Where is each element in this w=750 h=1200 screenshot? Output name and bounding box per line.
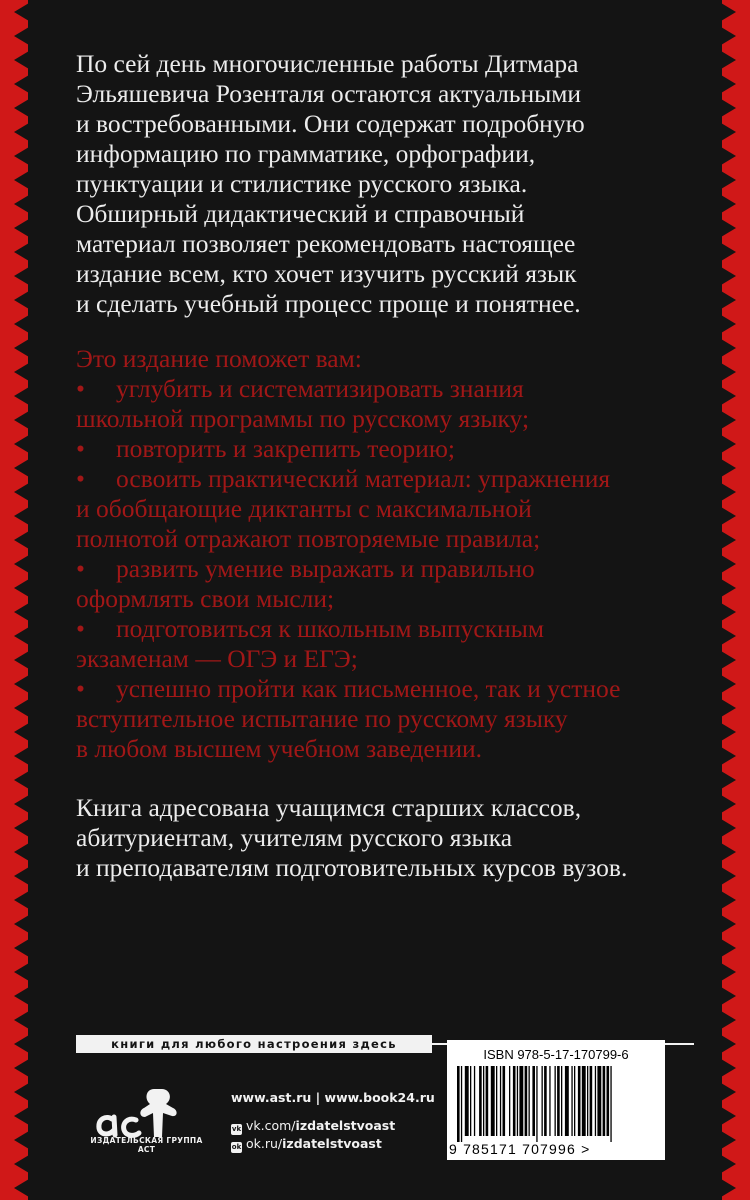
barcode-bar bbox=[574, 1066, 575, 1136]
benefit-text: школьной программы по русскому языку; bbox=[76, 404, 530, 433]
intro-line: По сей день многочисленные работы Дитмара bbox=[76, 49, 579, 78]
barcode-bar bbox=[474, 1066, 475, 1136]
barcode-bar bbox=[607, 1066, 610, 1136]
isbn-label: ISBN 978-5-17-170799-6 bbox=[483, 1047, 629, 1062]
barcode-bar bbox=[571, 1066, 572, 1136]
logo-letter-c bbox=[124, 1119, 139, 1135]
barcode-bar bbox=[500, 1066, 501, 1136]
benefit-text: экзаменам — ОГЭ и ЕГЭ; bbox=[76, 644, 358, 673]
barcode-bar bbox=[519, 1066, 523, 1136]
barcode-bar bbox=[503, 1066, 506, 1136]
bullet-icon: • bbox=[76, 374, 85, 403]
benefit-text: и обобщающие диктанты с максимальной bbox=[76, 494, 532, 523]
vk-prefix: vk.com/ bbox=[246, 1118, 296, 1133]
vk-icon: vk bbox=[231, 1125, 242, 1133]
logo-figure bbox=[140, 1089, 176, 1137]
intro-line: и востребованными. Они содержат подробную bbox=[76, 109, 585, 138]
barcode-bar bbox=[517, 1066, 518, 1136]
barcode-bar bbox=[496, 1066, 497, 1136]
barcode-bar bbox=[590, 1066, 593, 1136]
barcode-bars bbox=[457, 1066, 655, 1142]
benefits-list bbox=[76, 344, 696, 764]
barcode-bar bbox=[544, 1066, 547, 1136]
benefit-item-line bbox=[76, 464, 696, 494]
audience-line: Книга адресована учащимся старших классов, bbox=[76, 793, 582, 822]
benefit-text: в любом высшем учебном заведении. bbox=[76, 734, 483, 763]
bullet-icon: • bbox=[76, 464, 85, 493]
bullet-icon: • bbox=[76, 554, 85, 583]
barcode-bar bbox=[549, 1066, 550, 1136]
ok-icon: ok bbox=[231, 1143, 242, 1151]
benefit-item-line bbox=[76, 614, 696, 644]
barcode-bar bbox=[555, 1066, 556, 1136]
logo-letter-a bbox=[99, 1117, 115, 1135]
benefit-item-line bbox=[76, 524, 696, 554]
intro-paragraph bbox=[76, 49, 696, 319]
intro-line: пунктуации и стилистике русского языка. bbox=[76, 169, 528, 198]
barcode-bar bbox=[513, 1066, 516, 1136]
barcode-bar bbox=[542, 1066, 543, 1136]
barcode-bar bbox=[557, 1066, 560, 1136]
benefit-item-line bbox=[76, 704, 696, 734]
isbn-barcode-box bbox=[447, 1040, 665, 1160]
audience-line: абитуриентам, учителям русского языка bbox=[76, 823, 513, 852]
benefit-text: развить умение выражать и правильно bbox=[116, 554, 535, 583]
intro-line: Эльяшевича Розенталя остаются актуальными bbox=[76, 79, 582, 108]
barcode-bar bbox=[561, 1066, 562, 1136]
benefit-item-line bbox=[76, 494, 696, 524]
publisher-tagline: книги для любого настроения здесь bbox=[76, 1035, 432, 1053]
benefit-text: успешно пройти как письменное, так и устное bbox=[116, 674, 621, 703]
barcode-bar bbox=[603, 1066, 606, 1136]
benefit-text: полнотой отражают повторяемые правила; bbox=[76, 524, 541, 553]
barcode-bar bbox=[491, 1066, 495, 1136]
bullet-icon: • bbox=[76, 434, 85, 463]
barcode-bar bbox=[597, 1066, 601, 1136]
benefit-item-line bbox=[76, 674, 696, 704]
benefit-text: вступительное испытание по русскому языку bbox=[76, 704, 568, 733]
benefit-item-line bbox=[76, 554, 696, 584]
benefit-text: оформлять свои мысли; bbox=[76, 584, 335, 613]
barcode-bar bbox=[461, 1066, 462, 1142]
barcode-bar bbox=[532, 1066, 535, 1136]
intro-line: Обширный дидактический и справочный bbox=[76, 199, 525, 228]
benefits-heading: Это издание поможет вам: bbox=[76, 344, 362, 373]
barcode-bar bbox=[479, 1066, 482, 1136]
intro-line: издание всем, кто хочет изучить русский язык bbox=[76, 259, 577, 288]
barcode-bar bbox=[610, 1066, 611, 1142]
benefit-item-line bbox=[76, 644, 696, 674]
barcode-bar bbox=[595, 1066, 596, 1136]
barcode-bar bbox=[578, 1066, 581, 1136]
vk-handle: izdatelstvoast bbox=[295, 1118, 396, 1133]
benefit-item-line bbox=[76, 734, 696, 764]
benefit-item-line bbox=[76, 404, 696, 434]
bullet-icon: • bbox=[76, 614, 85, 643]
bullet-icon: • bbox=[76, 674, 85, 703]
intro-line: информацию по грамматике, орфографии, bbox=[76, 139, 536, 168]
logo-caption: ИЗДАТЕЛЬСКАЯ ГРУППА АСТ bbox=[90, 1136, 203, 1154]
website-links[interactable]: www.ast.ru | www.book24.ru bbox=[231, 1090, 435, 1105]
barcode-bar bbox=[582, 1066, 586, 1136]
audience-line: и преподавателям подготовительных курсов вузов. bbox=[76, 853, 628, 882]
barcode-bar bbox=[565, 1066, 569, 1136]
barcode-bar bbox=[525, 1066, 528, 1136]
benefit-text: освоить практический материал: упражнения bbox=[116, 464, 611, 493]
benefit-text: углубить и систематизировать знания bbox=[116, 374, 524, 403]
intro-line: материал позволяет рекомендовать настоящее bbox=[76, 229, 576, 258]
barcode-bar bbox=[587, 1066, 588, 1136]
ok-handle: izdatelstvoast bbox=[282, 1136, 382, 1151]
benefit-item-line bbox=[76, 374, 696, 404]
barcode-bar bbox=[465, 1066, 469, 1136]
barcode-bar bbox=[529, 1066, 530, 1136]
audience-paragraph bbox=[76, 793, 696, 883]
barcode-bar bbox=[483, 1066, 484, 1136]
isbn-digits: 9 785171 707996 > bbox=[449, 1141, 591, 1157]
ok-prefix: ok.ru/ bbox=[246, 1136, 283, 1151]
vk-link[interactable] bbox=[231, 1118, 395, 1135]
barcode-bar bbox=[509, 1066, 510, 1136]
barcode-bar bbox=[536, 1066, 537, 1142]
benefit-text: подготовиться к школьным выпускным bbox=[116, 614, 545, 643]
benefit-item-line bbox=[76, 584, 696, 614]
intro-line: и сделать учебный процесс проще и понятнее. bbox=[76, 289, 581, 318]
barcode-bar bbox=[457, 1066, 460, 1142]
benefit-item-line bbox=[76, 434, 696, 464]
ok-link[interactable] bbox=[231, 1136, 382, 1153]
barcode-bar bbox=[486, 1066, 489, 1136]
barcode-bar bbox=[470, 1066, 471, 1136]
benefit-text: повторить и закрепить теорию; bbox=[116, 434, 455, 463]
